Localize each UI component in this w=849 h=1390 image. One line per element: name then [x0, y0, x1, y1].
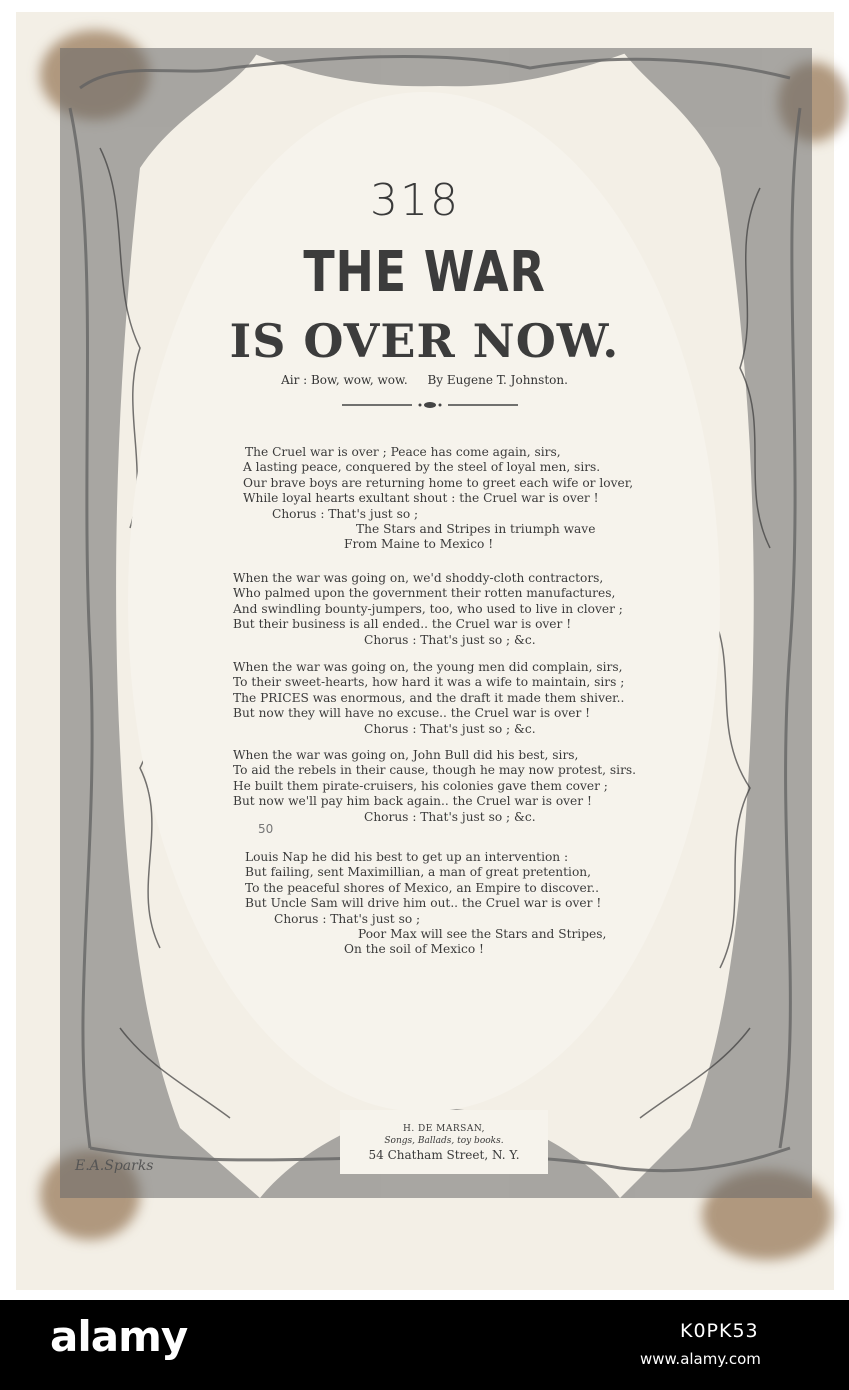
verse-line: To aid the rebels in their cause, though he may now protest, sirs.	[233, 763, 637, 778]
imprint-publisher: H. DE MARSAN,	[402, 1124, 486, 1134]
pencil-mark: 50	[258, 822, 274, 836]
engraver-signature: E.A.Sparks	[75, 1158, 154, 1174]
verse-1	[0, 445, 849, 553]
watermark-logo: alamy	[50, 1312, 188, 1361]
imprint-address: 54 Chatham Street, N. Y.	[368, 1148, 520, 1162]
chorus-line: Chorus : That's just so ;	[274, 911, 421, 926]
verse-line: To their sweet-hearts, how hard it was a wife to maintain, sirs ;	[233, 675, 625, 690]
chorus-line: On the soil of Mexico !	[344, 942, 484, 957]
chorus-line: Chorus : That's just so ;	[272, 506, 419, 521]
verse-line: But now they will have no excuse.. the Cruel war is over !	[233, 706, 591, 721]
verse-line: When the war was going on, John Bull did his best, sirs,	[233, 748, 579, 762]
verse-3	[0, 660, 849, 737]
imprint-products: Songs, Ballads, toy books.	[384, 1136, 504, 1146]
ornamental-rule	[342, 402, 518, 408]
verse-line: When the war was going on, the young men did complain, sirs,	[233, 660, 623, 674]
title-line-1: THE WAR	[303, 240, 546, 305]
chorus-line: From Maine to Mexico !	[344, 537, 494, 552]
verse-line: But their business is all ended.. the Cruel war is over !	[233, 617, 572, 632]
verse-line: But Uncle Sam will drive him out.. the Cruel war is over !	[245, 896, 602, 911]
verse-4	[0, 748, 849, 825]
verse-line: But now we'll pay him back again.. the Cruel war is over !	[233, 794, 592, 809]
verse-line: He built them pirate-cruisers, his colonies gave them cover ;	[233, 778, 608, 793]
verse-5	[0, 850, 849, 958]
verse-line: While loyal hearts exultant shout : the Cruel war is over !	[243, 491, 599, 506]
watermark-site-url: www.alamy.com	[640, 1350, 761, 1368]
handwritten-number: 318	[370, 175, 460, 226]
verse-line: Louis Nap he did his best to get up an intervention :	[245, 850, 569, 864]
author-credit: By Eugene T. Johnston.	[427, 373, 568, 387]
verse-line: Who palmed upon the government their rotten manufactures,	[233, 586, 616, 601]
verse-2	[0, 571, 849, 648]
publisher-imprint	[340, 1110, 548, 1174]
byline	[0, 373, 849, 387]
title-line-2: IS OVER NOW.	[229, 314, 620, 368]
verse-line: The PRICES was enormous, and the draft it made them shiver..	[233, 690, 625, 705]
verse-line: A lasting peace, conquered by the steel of loyal men, sirs.	[243, 460, 601, 475]
verse-line: To the peaceful shores of Mexico, an Empire to discover..	[245, 880, 599, 895]
chorus-line: Poor Max will see the Stars and Stripes,	[358, 927, 607, 942]
chorus-line: The Stars and Stripes in triumph wave	[356, 522, 596, 537]
verse-line: But failing, sent Maximillian, a man of great pretention,	[245, 865, 592, 880]
verse-line: The Cruel war is over ; Peace has come again, sirs,	[245, 445, 561, 459]
chorus-line: Chorus : That's just so ; &c.	[364, 632, 536, 647]
chorus-line: Chorus : That's just so ; &c.	[364, 721, 536, 736]
chorus-line: Chorus : That's just so ; &c.	[364, 809, 536, 824]
air-credit: Air : Bow, wow, wow.	[281, 373, 408, 387]
verse-line: Our brave boys are returning home to greet each wife or lover,	[243, 475, 634, 490]
verse-line: When the war was going on, we'd shoddy-cloth contractors,	[233, 571, 604, 585]
watermark-image-id: K0PK53	[680, 1320, 759, 1342]
verse-line: And swindling bounty-jumpers, too, who used to live in clover ;	[233, 601, 623, 616]
